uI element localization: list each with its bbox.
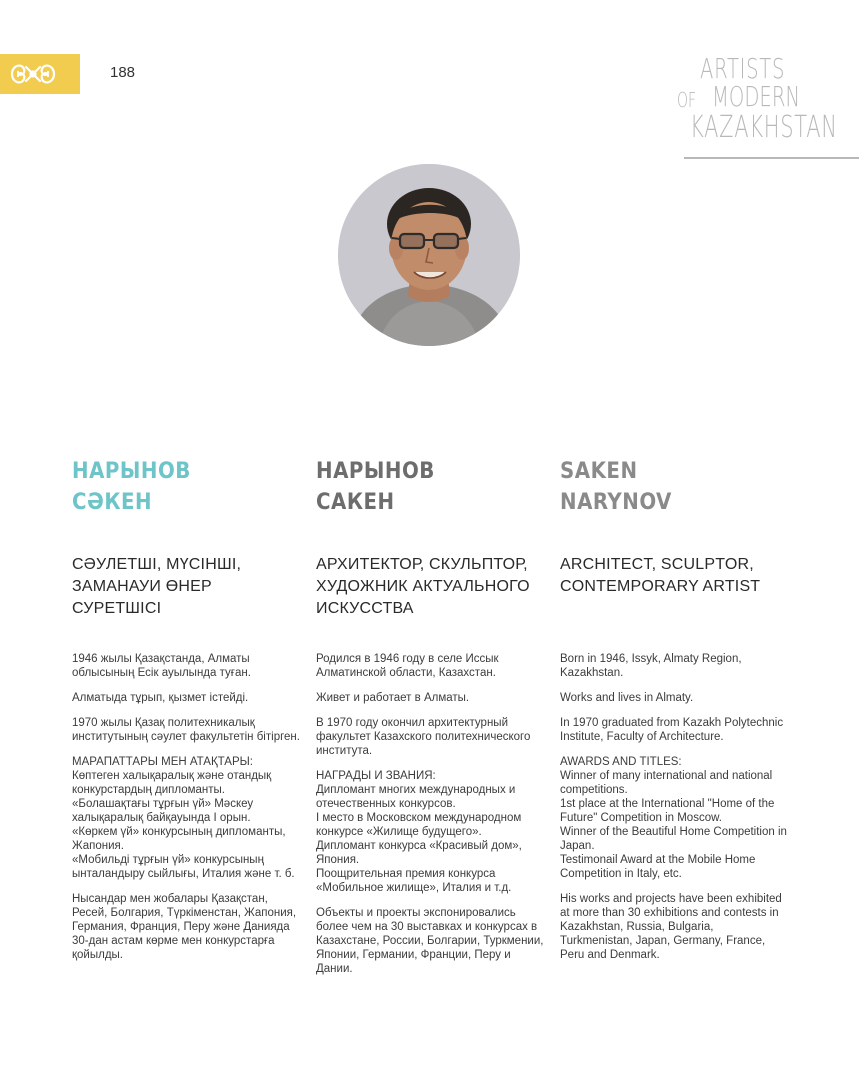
artist-name [72, 456, 302, 522]
artist-role: АРХИТЕКТОР, СКУЛЬПТОР, ХУДОЖНИК АКТУАЛЬНОГО ИСКУССТВА [316, 556, 530, 617]
name-line-2: NARYNOV [560, 490, 672, 515]
bio-paragraph: Works and lives in Almaty. [560, 692, 694, 704]
logo-line-modern: MODERN [712, 80, 801, 113]
bio-paragraph: Живет и работает в Алматы. [316, 692, 470, 704]
artist-role: ARCHITECT, SCULPTOR, CONTEMPORARY ARTIST [560, 556, 761, 595]
logo-line-of: OF [677, 88, 697, 112]
logo-line-artists: ARTISTS [700, 52, 786, 85]
name-line-1: SAKEN [560, 459, 638, 484]
bio-paragraph: Нысандар мен жобалары Қазақстан, Ресей, Болгария, Түркіменстан, Жапония, Германия, Франция, Перу және Данияда 30-дан астам көрме мен конкурстарға қойылды. [72, 893, 297, 961]
artist-bio [72, 652, 302, 962]
logo-line-kazakhstan: KAZAKHSTAN [690, 110, 838, 145]
bio-paragraph: Алматыда тұрып, қызмет істейді. [72, 692, 249, 704]
name-line-1: НАРЫНОВ [72, 459, 191, 484]
column-english [560, 456, 788, 973]
artist-name [560, 456, 788, 522]
artist-role: СӘУЛЕТШІ, МҮСІНШІ, ЗАМАНАУИ ӨНЕР СУРЕТШІСІ [72, 556, 242, 617]
bio-paragraph: 1946 жылы Қазақстанда, Алматы облысының Есік ауылында туған. [72, 653, 251, 679]
bio-paragraph: Born in 1946, Issyk, Almaty Region, Kazakhstan. [560, 653, 742, 679]
ornament-icon [8, 59, 58, 89]
bio-paragraph: Родился в 1946 году в селе Иссык Алматинской области, Казахстан. [316, 653, 499, 679]
bio-paragraph: Объекты и проекты экспонировались более чем на 30 выставках и конкурсах в Казахстане, России, Болгарии, Туркмении, Японии, Германии, Франции, Перу и Дании. [316, 907, 544, 975]
name-line-2: СӘКЕН [72, 490, 153, 515]
name-line-2: САКЕН [316, 490, 395, 515]
ornament-tab [0, 54, 80, 94]
page-number: 188 [110, 64, 136, 81]
bio-awards: AWARDS AND TITLES: Winner of many international and national competitions. 1st place at the International "Home of the Future" Competition in Moscow. Winner of the Beautiful Home Competition in Japan. Testimonail Award at the Mobile Home Competition in Italy, etc. [560, 756, 787, 880]
artist-bio [316, 652, 546, 976]
bio-paragraph: His works and projects have been exhibited at more than 30 exhibitions and contests in Kazakhstan, Russia, Bulgaria, Turkmenistan, Japan, Germany, France, Peru and Denmark. [560, 893, 782, 961]
header-rule [684, 157, 859, 159]
series-logo [672, 52, 859, 162]
bio-paragraph: 1970 жылы Қазақ политехникалық институтының сәулет факультетін бітірген. [72, 717, 300, 743]
column-russian [316, 456, 546, 987]
artist-bio [560, 652, 788, 962]
column-kazakh [72, 456, 302, 973]
bio-paragraph: In 1970 graduated from Kazakh Polytechnic Institute, Faculty of Architecture. [560, 717, 784, 743]
portrait-image [338, 164, 520, 346]
bio-paragraph: В 1970 году окончил архитектурный факультет Казахского политехнического института. [316, 717, 531, 757]
artist-name [316, 456, 546, 522]
bio-awards: НАГРАДЫ И ЗВАНИЯ: Дипломант многих международных и отечественных конкурсов. I место в Московском международном конкурсе «Жилище будущего». Дипломант конкурса «Красивый дом», Япония. Поощрительная премия конкурса «Мобильное жилище», Италия и т.д. [316, 770, 522, 894]
artist-portrait [338, 164, 520, 346]
name-line-1: НАРЫНОВ [316, 459, 435, 484]
bio-awards: МАРАПАТТАРЫ МЕН АТАҚТАРЫ: Көптеген халықаралық және отандық конкурстардың дипломанты. «Болашақтағы тұрғын үй» Мәскеу халықаралық байқауында I орын. «Көркем үй» конкурсының дипломанты, Жапония. «Мобильді тұрғын үй» конкурсының ынталандыру сыйлығы, Италия және т. б. [72, 756, 295, 880]
